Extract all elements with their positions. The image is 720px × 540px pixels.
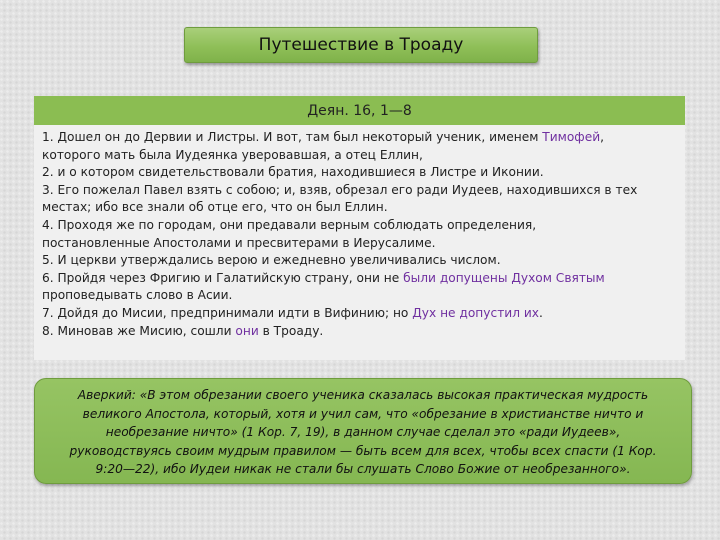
- commentary-line: 9:20—22), ибо Иудеи никак не стали бы слушать Слово Божие от необрезанного».: [95, 462, 631, 476]
- verse-line: 6. Пройдя через Фригию и Галатийскую страну, они не были допущены Духом Святым: [42, 270, 605, 285]
- scripture-reference-header: [34, 96, 685, 125]
- verse-line: местах; ибо все знали об отце его, что он был Еллин.: [42, 200, 388, 215]
- highlighted-text: Тимофей: [542, 130, 601, 144]
- commentary-line: Аверкий: «В этом обрезании своего ученика сказалась высокая практическая мудрость: [77, 388, 649, 402]
- verse-line: которого мать была Иудеянка уверовавшая, а отец Еллин,: [42, 147, 423, 162]
- commentary-line: великого Апостола, который, хотя и учил сам, что «обрезание в христианстве ничто и: [82, 406, 644, 421]
- highlighted-text: они: [235, 323, 259, 338]
- verse-line: 4. Проходя же по городам, они предавали верным соблюдать определения,: [42, 217, 537, 232]
- highlighted-text: были допущены Духом Святым: [403, 270, 605, 285]
- verse-line: постановленные Апостолами и пресвитерами в Иерусалиме.: [42, 235, 436, 250]
- slide-title-box: [184, 27, 538, 63]
- verse-line: 8. Миновав же Мисию, сошли они в Троаду.: [42, 323, 324, 338]
- scripture-reference: Деян. 16, 1—8: [307, 102, 412, 119]
- commentary-line: руководствуясь своим мудрым правилом — быть всем для всех, чтобы всех спасти (1 Кор.: [69, 443, 657, 458]
- verse-line: 7. Дойдя до Мисии, предпринимали идти в Вифинию; но Дух не допустил их.: [42, 305, 543, 320]
- commentary-line: необрезание ничто» (1 Кор. 7, 19), в данном случае сделал это «ради Иудеев»,: [105, 425, 621, 439]
- scripture-quote-card: [34, 96, 685, 360]
- verse-line: 2. и о котором свидетельствовали братия, находившиеся в Листре и Иконии.: [42, 165, 544, 180]
- verse-line: 3. Его пожелал Павел взять с собою; и, взяв, обрезал его ради Иудеев, находившихся в тех: [42, 182, 638, 197]
- verse-line: проповедывать слово в Асии.: [42, 288, 233, 303]
- highlighted-text: Дух не допустил их: [412, 305, 540, 320]
- slide-title: Путешествие в Троаду: [258, 35, 464, 55]
- verse-line: 5. И церкви утверждались верою и ежедневно увеличивались числом.: [42, 253, 501, 268]
- scripture-text: [34, 125, 685, 340]
- verse-line: 1. Дошел он до Дервии и Листры. И вот, там был некоторый ученик, именем Тимофей,: [42, 130, 604, 144]
- commentary-box: [34, 378, 692, 484]
